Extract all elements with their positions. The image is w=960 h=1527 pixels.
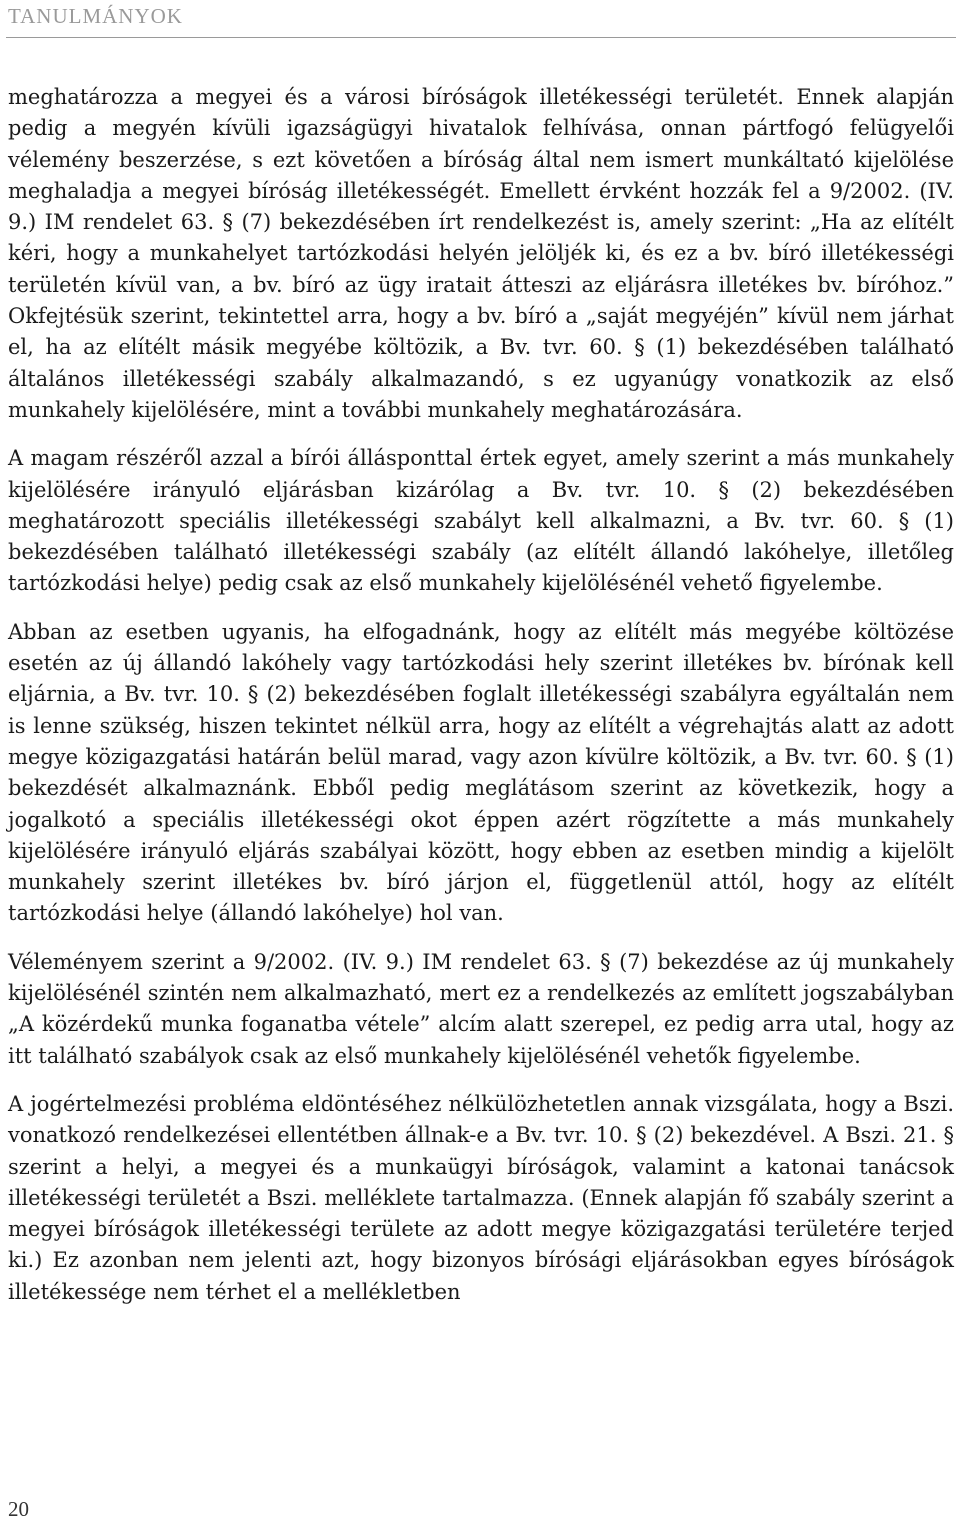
paragraph-3: Abban az esetben ugyanis, ha elfogadnánk, hogy az elítélt más megyébe költözése esetén az új állandó lakóhely vagy tartózkodási hely szerint illetékes bv. bírónak kell eljárnia, a Bv. tvr. 10. § (2) bekezdésében foglalt illetékességi szabályra egyáltalán nem is lenne szükség, hiszen tekintet nélkül arra, hogy az elítélt a végrehajtás alatt az adott megye közigazgatási határán belül marad, vagy azon kívülre költözik, a Bv. tvr. 60. § (1) bekezdését alkalmaznánk. Ebből pedig meglátásom szerint az következik, hogy a jogalkotó a speciális illetékességi okot éppen azért rögzítette a más munkahely kijelölésére irányuló eljárás szabályai között, hogy ebben az esetben mindig a kijelölt munkahely szerint illetékes bv. bíró járjon el, függetlenül attól, hogy az elítélt tartózkodási helye (állandó lakóhelye) hol van. bbox=[8, 619, 954, 926]
paragraph-4: Véleményem szerint a 9/2002. (IV. 9.) IM rendelet 63. § (7) bekezdése az új munkahely kijelölésénél szintén nem alkalmazható, mert ez a rendelkezés az említett jogszabályban „A közérdekű munka foganatba vétele” alcím alatt szerepel, ez pedig arra utal, hogy az itt található szabályok csak az első munkahely kijelölésénél vehetők figyelembe. bbox=[8, 949, 954, 1068]
page-number: 20 bbox=[8, 1497, 29, 1521]
running-header: TANULMÁNYOK bbox=[8, 4, 183, 28]
header-rule bbox=[6, 37, 956, 38]
article-body bbox=[8, 82, 954, 1325]
paragraph-1: meghatározza a megyei és a városi bíróságok illetékességi területét. Ennek alapján pedig a megyén kívüli igazságügyi hivatalok felhívása, onnan pártfogó felügyelői vélemény beszerzése, s ezt követően a bíróság által nem ismert munkáltató kijelölése meghaladja a megyei bíróság illetékességét. Emellett érvként hozzák fel a 9/2002. (IV. 9.) IM rendelet 63. § (7) bekezdésében írt rendelkezést is, amely szerint: „Ha az elítélt kéri, hogy a munkahelyet tartózkodási helyén jelöljék ki, és ez a bv. bíró illetékességi területén kívül van, a bv. bíró az ügy iratait átteszi az eljárásra illetékes bv. bíróhoz.” Okfejtésük szerint, tekintettel arra, hogy a bv. bíró a „saját megyéjén” kívül nem járhat el, ha az elítélt másik megyébe költözik, a Bv. tvr. 60. § (1) bekezdésében található általános illetékességi szabály alkalmazandó, s ez ugyanúgy vonatkozik az első munkahely kijelölésére, mint a további munkahely meghatározására. bbox=[8, 85, 954, 422]
paragraph-2: A magam részéről azzal a bírói állásponttal értek egyet, amely szerint a más munkahely kijelölésére irányuló eljárásban kizárólag a Bv. tvr. 10. § (2) bekezdésében meghatározott speciális illetékességi szabályt kell alkalmazni, a Bv. tvr. 60. § (1) bekezdésében található illetékességi szabály (az elítélt állandó lakóhelye, illetőleg tartózkodási helye) pedig csak az első munkahely kijelölésénél vehető figyelembe. bbox=[8, 446, 954, 596]
paragraph-5: A jogértelmezési probléma eldöntéséhez nélkülözhetetlen annak vizsgálata, hogy a Bszi. vonatkozó rendelkezései ellentétben állnak-e a Bv. tvr. 10. § (2) bekezdével. A Bszi. 21. § szerint a helyi, a megyei és a munkaügyi bíróságok, valamint a katonai tanácsok illetékességi területét a Bszi. melléklete tartalmazza. (Ennek alapján fő szabály szerint a megyei bíróságok illetékességi területe az adott megye közigazgatási területére terjed ki.) Ez azonban nem jelenti azt, hogy bizonyos bírósági eljárásokban egyes bíróságok illetékessége nem térhet el a mellékletben bbox=[8, 1091, 954, 1304]
